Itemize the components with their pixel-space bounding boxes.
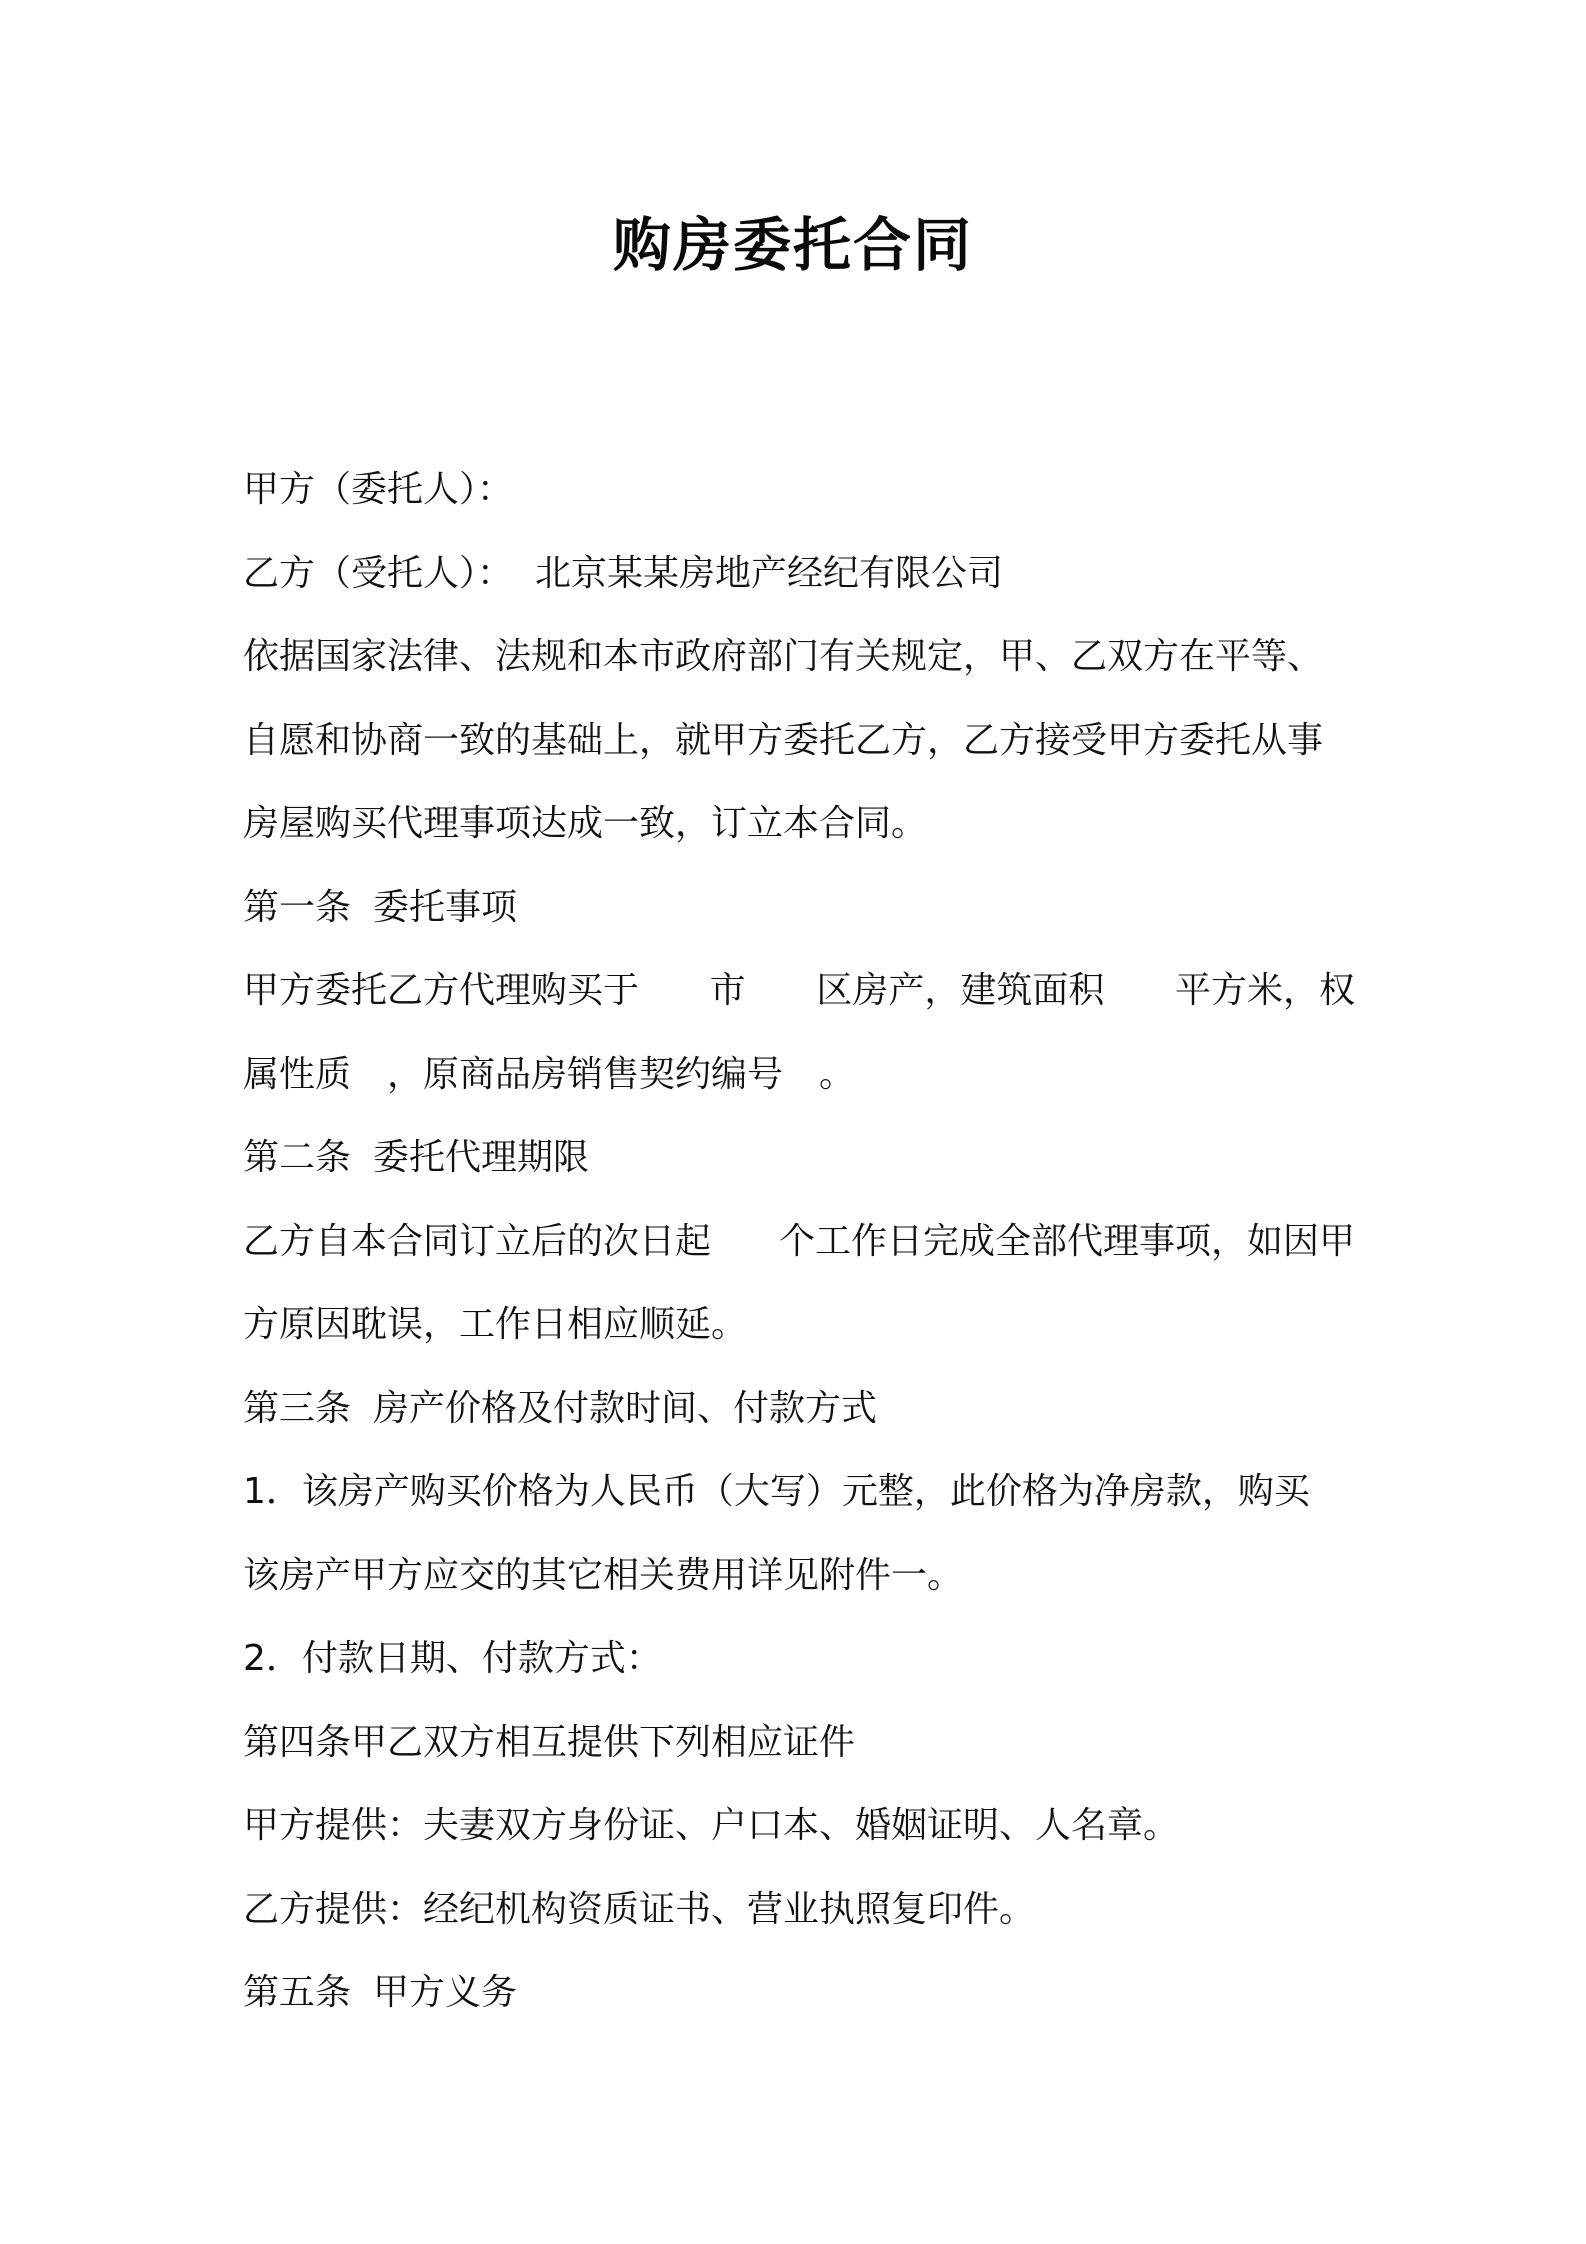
party-b-label: 乙方（受托人）： <box>243 552 514 594</box>
article-1-text-e: 属性质 <box>243 1053 352 1095</box>
article-1-text-d: 平方米，权 <box>1174 970 1355 1011</box>
article-2-heading <box>243 1116 1355 1200</box>
article-1-title: 委托事项 <box>373 886 518 928</box>
article-1-number: 第一条 <box>243 886 352 928</box>
party-b-name: 北京某某房地产经纪有限公司 <box>535 552 1004 594</box>
document-body <box>243 448 1355 2035</box>
article-2-text-a: 乙方自本合同订立后的次日起 <box>243 1220 712 1262</box>
article-3-number: 第三条 <box>243 1387 352 1429</box>
article-1-text-a: 甲方委托乙方代理购买于 <box>243 970 640 1011</box>
article-4-party-b-docs: 乙方提供：经纪机构资质证书、营业执照复印件。 <box>243 1888 1036 1930</box>
preamble-line-1: 依据国家法律、法规和本市政府部门有关规定，甲、乙双方在平等、 <box>243 636 1324 677</box>
article-3-item-2: 2．付款日期、付款方式： <box>243 1638 662 1679</box>
article-4-heading: 第四条甲乙双方相互提供下列相应证件 <box>243 1721 856 1763</box>
article-3-item-1-line-2: 该房产甲方应交的其它相关费用详见附件一。 <box>243 1554 964 1596</box>
preamble-line-2: 自愿和协商一致的基础上，就甲方委托乙方，乙方接受甲方委托从事 <box>243 719 1324 761</box>
article-5-title: 甲方义务 <box>373 1972 518 2013</box>
article-5-number: 第五条 <box>243 1972 352 2013</box>
article-3-title: 房产价格及付款时间、付款方式 <box>373 1387 878 1429</box>
preamble-line-3: 房屋购买代理事项达成一致，订立本合同。 <box>243 803 928 844</box>
document-title: 购房委托合同 <box>612 211 973 279</box>
article-1-line-1 <box>243 949 1355 1033</box>
article-1-text-f: ，原商品房销售契约编号 <box>387 1053 784 1095</box>
article-1-heading <box>243 866 1355 950</box>
article-3-item-1-line-1: 1．该房产购买价格为人民币（大写）元整，此价格为净房款，购买 <box>243 1471 1310 1512</box>
article-1-line-2 <box>243 1033 1355 1117</box>
article-3-heading <box>243 1367 1355 1451</box>
article-4-party-a-docs: 甲方提供：夫妻双方身份证、户口本、婚姻证明、人名章。 <box>243 1805 1180 1846</box>
article-2-text-b: 个工作日完成全部代理事项，如因甲 <box>778 1220 1355 1262</box>
article-2-number: 第二条 <box>243 1137 352 1178</box>
article-2-title: 委托代理期限 <box>373 1137 590 1178</box>
article-1-text-g: 。 <box>819 1053 856 1095</box>
article-2-line-1 <box>243 1200 1355 1284</box>
article-5-heading <box>243 1951 1355 2035</box>
article-1-text-c: 区房产，建筑面积 <box>816 970 1105 1011</box>
party-b-line <box>243 532 1355 616</box>
party-a-line: 甲方（委托人）： <box>243 469 514 510</box>
article-2-line-2: 方原因耽误，工作日相应顺延。 <box>243 1304 748 1345</box>
article-1-text-b: 市 <box>709 970 746 1011</box>
